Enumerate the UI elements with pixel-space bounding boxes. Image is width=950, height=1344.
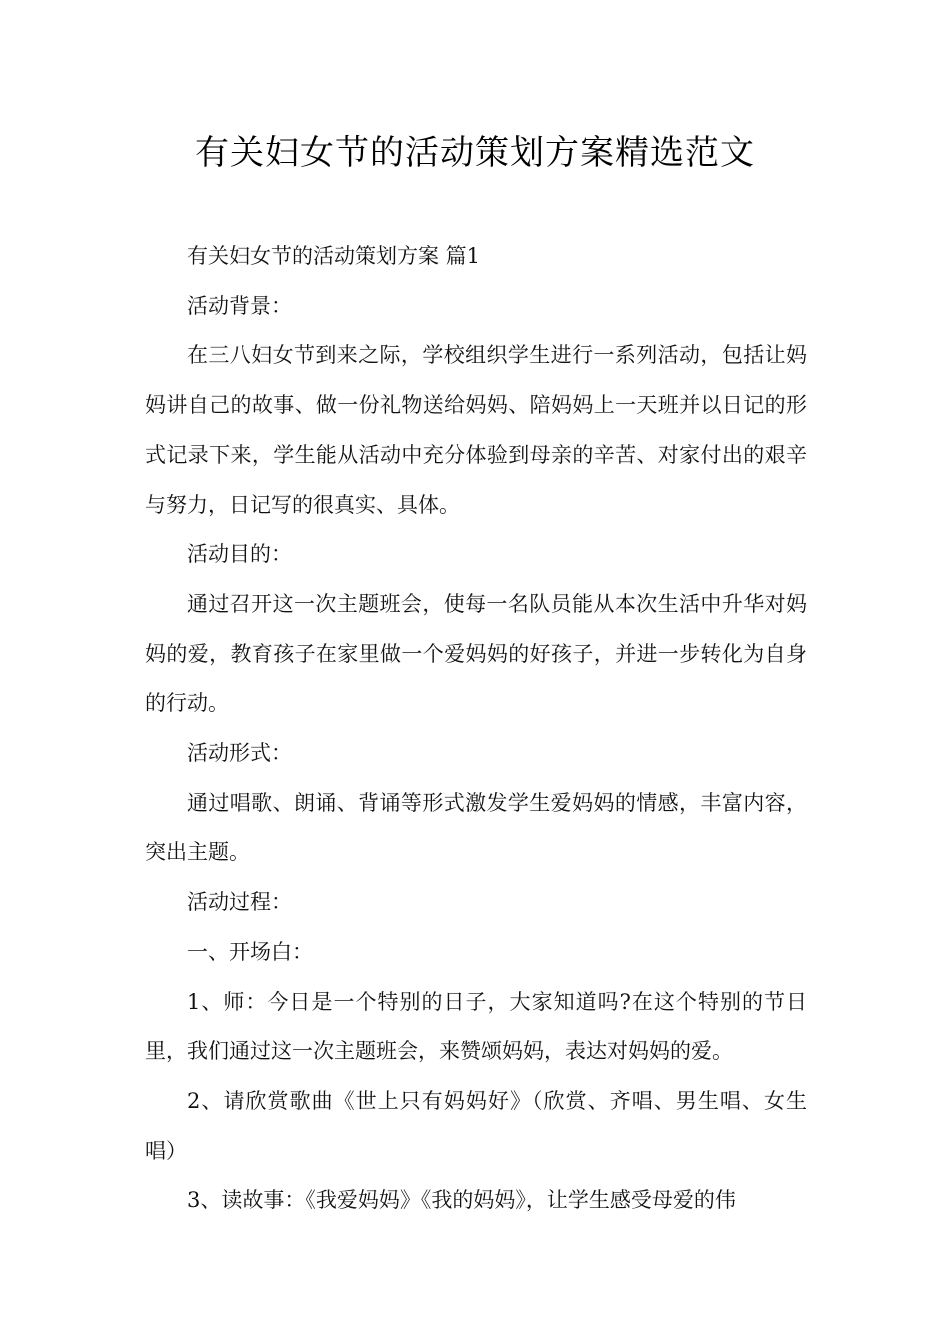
paragraph-item-2: 2、请欣赏歌曲《世上只有妈妈好》（欣赏、齐唱、男生唱、女生唱） bbox=[145, 1088, 807, 1163]
paragraph-item-1: 1、师：今日是一个特别的日子，大家知道吗?在这个特别的节日里，我们通过这一次主题班会，来赞颂妈妈，表达对妈妈的爱。 bbox=[145, 989, 807, 1064]
paragraph-label-process: 活动过程： bbox=[187, 890, 292, 915]
section-heading: 有关妇女节的活动策划方案 篇1 bbox=[187, 244, 481, 268]
document-title: 有关妇女节的活动策划方案精选范文 bbox=[195, 133, 755, 173]
paragraph-label-purpose: 活动目的： bbox=[187, 542, 292, 567]
paragraph-background: 在三八妇女节到来之际，学校组织学生进行一系列活动，包括让妈妈讲自己的故事、做一份礼物送给妈妈、陪妈妈上一天班并以日记的形式记录下来，学生能从活动中充分体验到母亲的辛苦、对家付出的艰辛与努力，日记写的很真实、具体。 bbox=[145, 343, 807, 517]
paragraph-opening: 一、开场白： bbox=[187, 939, 313, 964]
document-body bbox=[145, 232, 807, 1226]
paragraph-item-3: 3、读故事：《我爱妈妈》《我的妈妈》，让学生感受母爱的伟 bbox=[187, 1188, 736, 1213]
paragraph-purpose: 通过召开这一次主题班会，使每一名队员能从本次生活中升华对妈妈的爱，教育孩子在家里做一个爱妈妈的好孩子，并进一步转化为自身的行动。 bbox=[145, 591, 807, 716]
paragraph-label-background: 活动背景： bbox=[187, 293, 292, 318]
paragraph-form: 通过唱歌、朗诵、背诵等形式激发学生爱妈妈的情感，丰富内容，突出主题。 bbox=[145, 790, 807, 865]
paragraph-label-form: 活动形式： bbox=[187, 741, 292, 766]
